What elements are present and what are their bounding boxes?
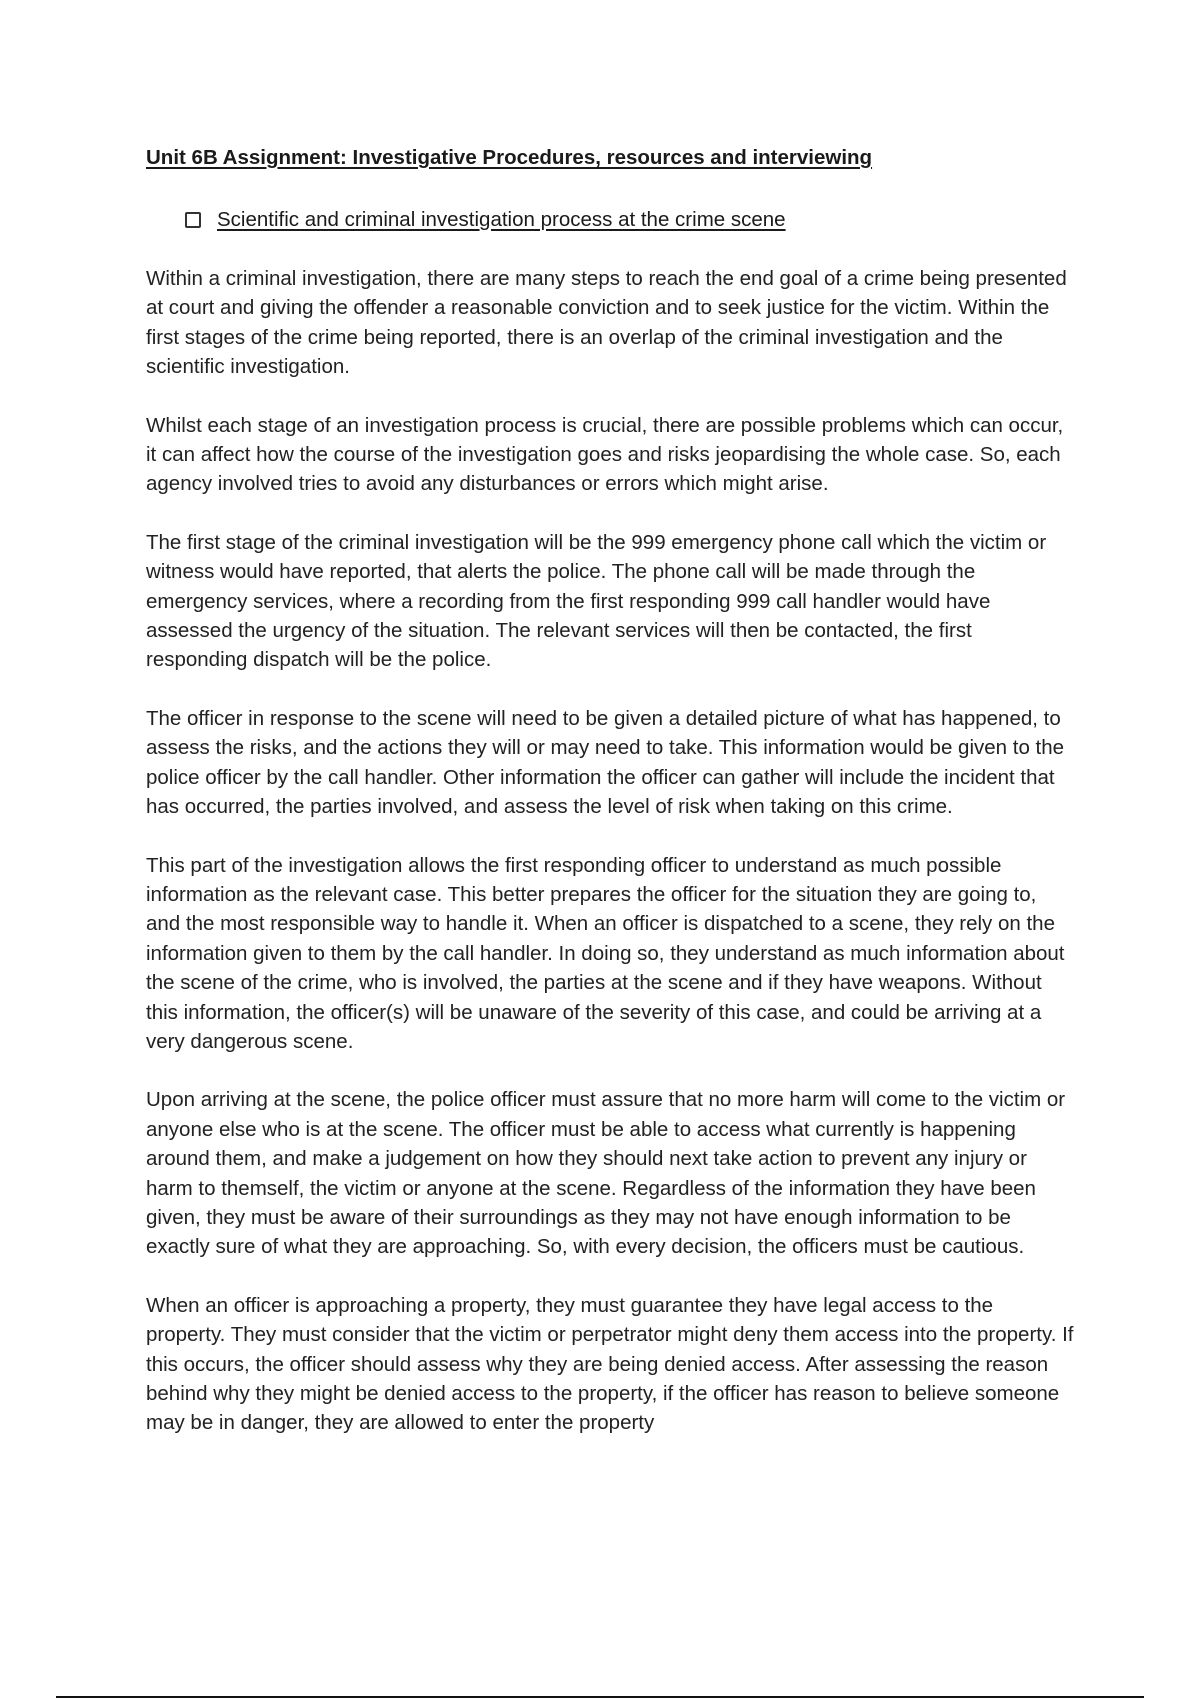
document-title: Unit 6B Assignment: Investigative Procedures, resources and interviewing	[146, 146, 873, 169]
paragraph-5: This part of the investigation allows the first responding officer to understand as much possible information as the relevant case. This better prepares the officer for the situation they are going to, and the most responsible way to handle it. When an officer is dispatched to a scene, they rely on the information given to them by the call handler. In doing so, they understand as much information about the scene of the crime, who is involved, the parties at the scene and if they have weapons. Without this information, the officer(s) will be unaware of the severity of this case, and could be arriving at a very dangerous scene.	[146, 853, 1065, 1053]
bottom-divider	[56, 1696, 1144, 1698]
paragraph-7: When an officer is approaching a property, they must guarantee they have legal access to the property. They must consider that the victim or perpetrator might deny them access into the property. If this occurs, the officer should assess why they are being denied access. After assessing the reason behind why they might be denied access to the property, if the officer has reason to believe someone may be in danger, they are allowed to enter the property	[146, 1293, 1074, 1435]
checkbox-icon	[185, 212, 201, 228]
bullet-text: Scientific and criminal investigation process at the crime scene	[217, 208, 786, 231]
paragraph-2: Whilst each stage of an investigation process is crucial, there are possible problems which can occur, it can affect how the course of the investigation goes and risks jeopardising the whole case. So, each agency involved tries to avoid any disturbances or errors which might arise.	[146, 413, 1064, 496]
paragraph-4: The officer in response to the scene will need to be given a detailed picture of what has happened, to assess the risks, and the actions they will or may need to take. This information would be given to the police officer by the call handler. Other information the officer can gather will include the incident that has occurred, the parties involved, and assess the level of risk when taking on this crime.	[146, 706, 1065, 819]
paragraph-1: Within a criminal investigation, there are many steps to reach the end goal of a crime being presented at court and giving the offender a reasonable conviction and to seek justice for the victim. Within the first stages of the crime being reported, there is an overlap of the criminal investigation and the scientific investigation.	[146, 267, 1067, 379]
bullet-item	[185, 208, 786, 232]
document-body	[146, 264, 1076, 1467]
paragraph-3: The first stage of the criminal investigation will be the 999 emergency phone call which the victim or witness would have reported, that alerts the police. The phone call will be made through the emergency services, where a recording from the first responding 999 call handler would have assessed the urgency of the situation. The relevant services will then be contacted, the first responding dispatch will be the police.	[146, 530, 1047, 672]
paragraph-6: Upon arriving at the scene, the police officer must assure that no more harm will come to the victim or anyone else who is at the scene. The officer must be able to access what currently is happening around them, and make a judgement on how they should next take action to prevent any injury or harm to themself, the victim or anyone at the scene. Regardless of the information they have been given, they must be aware of their surroundings as they may not have enough information to be exactly sure of what they are approaching. So, with every decision, the officers must be cautious.	[146, 1088, 1066, 1259]
